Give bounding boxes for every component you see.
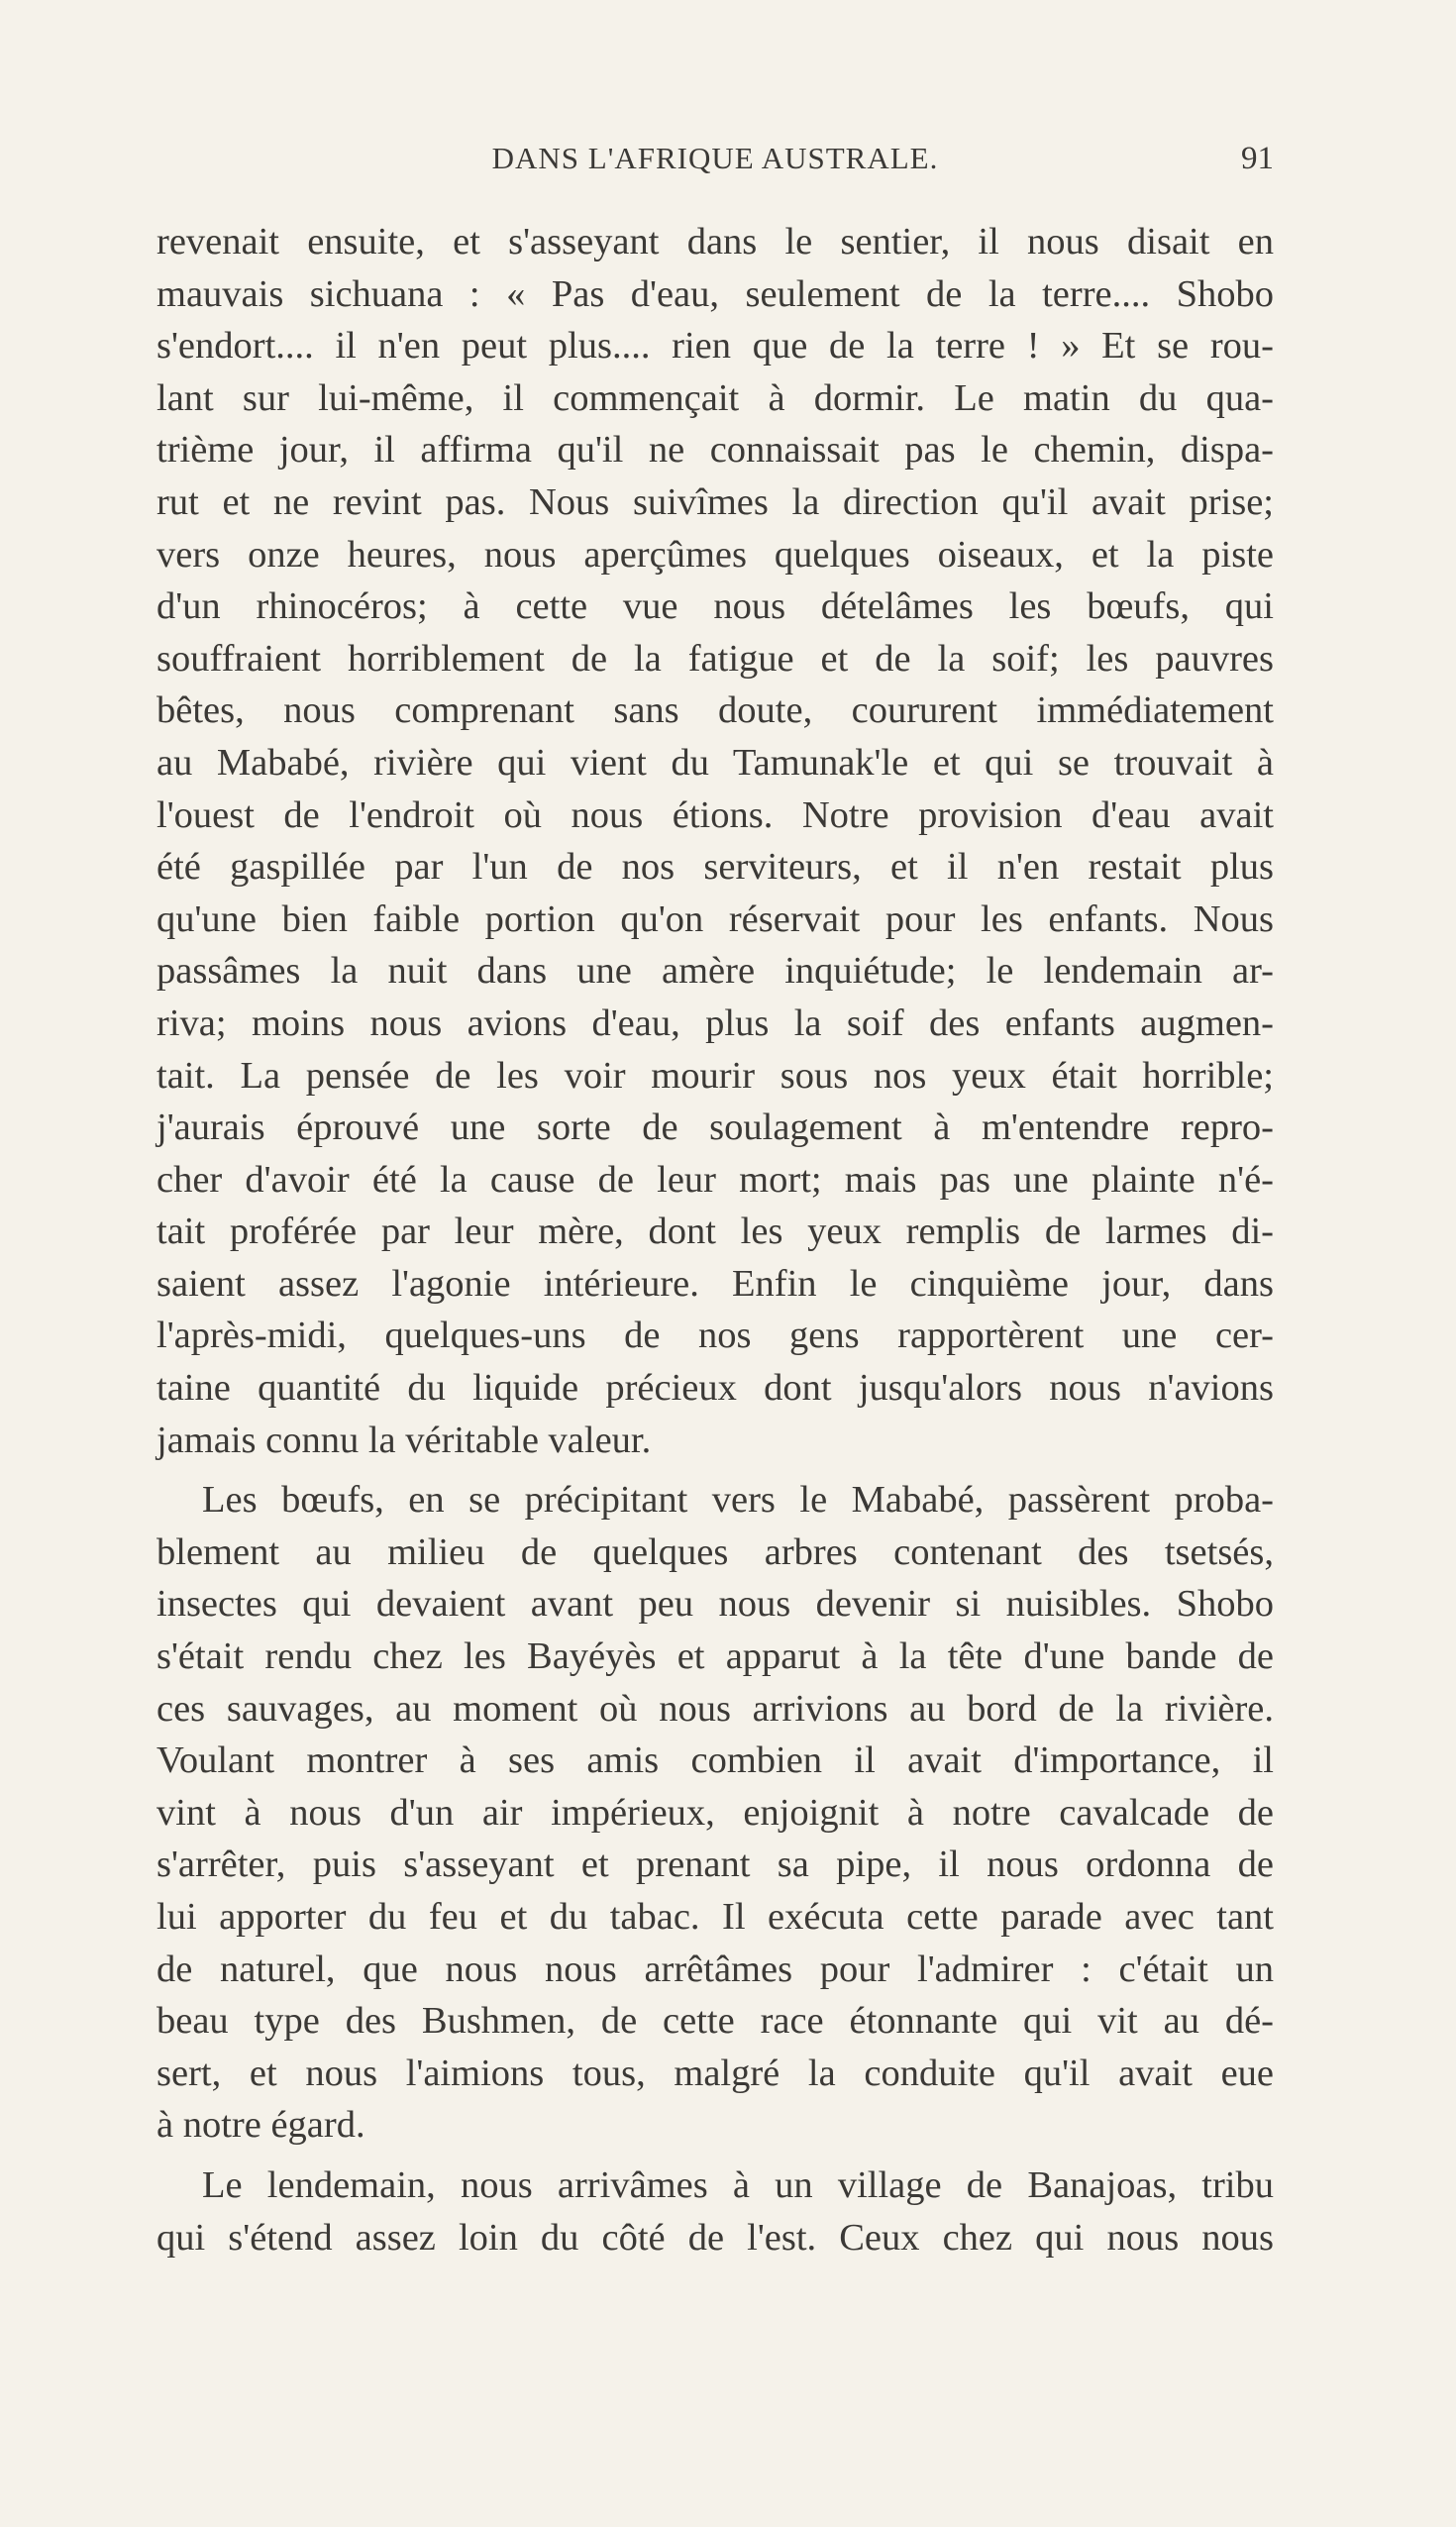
- text-line: d'un rhinocéros; à cette vue nous dételâmes les bœufs, qui: [156, 585, 1274, 628]
- text-line: Voulant montrer à ses amis combien il avait d'importance, il: [156, 1739, 1274, 1782]
- page-header: [156, 141, 1274, 180]
- text-line: s'endort.... il n'en peut plus.... rien que de la terre ! » Et se rou-: [156, 325, 1274, 368]
- text-line: qui s'étend assez loin du côté de l'est. Ceux chez qui nous nous: [156, 2216, 1274, 2259]
- text-line: taine quantité du liquide précieux dont jusqu'alors nous n'avions: [156, 1367, 1274, 1410]
- text-line: passâmes la nuit dans une amère inquiétude; le lendemain ar-: [156, 950, 1274, 993]
- text-line: saient assez l'agonie intérieure. Enfin le cinquième jour, dans: [156, 1262, 1274, 1305]
- text-line: revenait ensuite, et s'asseyant dans le sentier, il nous disait en: [156, 221, 1274, 263]
- text-line: vers onze heures, nous aperçûmes quelques oiseaux, et la piste: [156, 533, 1274, 576]
- text-line: au Mababé, rivière qui vient du Tamunak'le et qui se trouvait à: [156, 741, 1274, 784]
- text-line: riva; moins nous avions d'eau, plus la soif des enfants augmen-: [156, 1001, 1274, 1044]
- text-line: qu'une bien faible portion qu'on réservait pour les enfants. Nous: [156, 897, 1274, 940]
- text-line: sert, et nous l'aimions tous, malgré la conduite qu'il avait eue: [156, 2052, 1274, 2094]
- text-line: Les bœufs, en se précipitant vers le Mababé, passèrent proba-: [202, 1479, 1274, 1522]
- text-line: trième jour, il affirma qu'il ne connaissait pas le chemin, dispa-: [156, 429, 1274, 472]
- text-line: de naturel, que nous nous arrêtâmes pour l'admirer : c'était un: [156, 1948, 1274, 1990]
- body-text: [156, 216, 1274, 2264]
- text-line: ces sauvages, au moment où nous arrivions au bord de la rivière.: [156, 1687, 1274, 1730]
- text-line: l'ouest de l'endroit où nous étions. Notre provision d'eau avait: [156, 793, 1274, 836]
- text-line: souffraient horriblement de la fatigue et de la soif; les pauvres: [156, 637, 1274, 680]
- text-line: cher d'avoir été la cause de leur mort; mais pas une plainte n'é-: [156, 1158, 1274, 1201]
- text-line: Le lendemain, nous arrivâmes à un village de Banajoas, tribu: [202, 2163, 1274, 2206]
- text-line: vint à nous d'un air impérieux, enjoignit à notre cavalcade de: [156, 1791, 1274, 1834]
- page-number: 91: [1241, 141, 1274, 176]
- text-line: s'était rendu chez les Bayéyès et apparut à la tête d'une bande de: [156, 1635, 1274, 1678]
- text-line: mauvais sichuana : « Pas d'eau, seulement de la terre.... Shobo: [156, 272, 1274, 315]
- running-title: DANS L'AFRIQUE AUSTRALE.: [491, 141, 939, 175]
- text-line: jamais connu la véritable valeur.: [156, 1419, 652, 1461]
- text-line: s'arrêter, puis s'asseyant et prenant sa pipe, il nous ordonna de: [156, 1843, 1274, 1886]
- text-line: tait proférée par leur mère, dont les yeux remplis de larmes di-: [156, 1211, 1274, 1253]
- text-line: insectes qui devaient avant peu nous devenir si nuisibles. Shobo: [156, 1583, 1274, 1626]
- text-line: tait. La pensée de les voir mourir sous nos yeux était horrible;: [156, 1054, 1274, 1097]
- text-line: beau type des Bushmen, de cette race étonnante qui vit au dé-: [156, 2000, 1274, 2043]
- text-line: j'aurais éprouvé une sorte de soulagement à m'entendre repro-: [156, 1106, 1274, 1149]
- text-line: été gaspillée par l'un de nos serviteurs, et il n'en restait plus: [156, 846, 1274, 889]
- text-line: rut et ne revint pas. Nous suivîmes la direction qu'il avait prise;: [156, 480, 1274, 523]
- text-line: l'après-midi, quelques-uns de nos gens rapportèrent une cer-: [156, 1315, 1274, 1357]
- text-line: lant sur lui-même, il commençait à dormir. Le matin du qua-: [156, 376, 1274, 419]
- text-line: blement au milieu de quelques arbres contenant des tsetsés,: [156, 1530, 1274, 1573]
- text-line: bêtes, nous comprenant sans doute, coururent immédiatement: [156, 689, 1274, 732]
- text-line: lui apporter du feu et du tabac. Il exécuta cette parade avec tant: [156, 1896, 1274, 1938]
- text-line: à notre égard.: [156, 2104, 365, 2147]
